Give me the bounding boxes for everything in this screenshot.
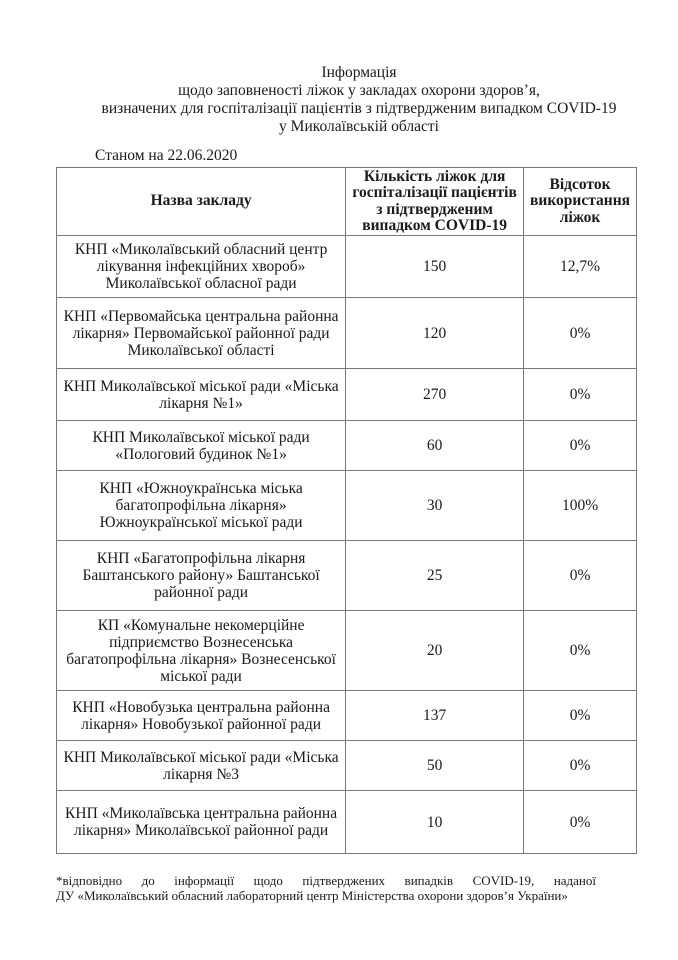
- usage-percent: 0%: [524, 741, 637, 791]
- usage-percent: 0%: [524, 369, 637, 421]
- facility-name: КНП «Миколаївський обласний центр лікування інфекційних хвороб» Миколаївської обласної ради: [57, 236, 346, 298]
- hospital-beds-table: [56, 167, 637, 854]
- bed-count: 60: [346, 421, 524, 471]
- facility-name: КНП «Южноукраїнська міська багатопрофільна лікарня» Южноукраїнської міської ради: [57, 471, 346, 541]
- table-row: [57, 236, 637, 298]
- table-row: [57, 298, 637, 369]
- facility-name: КНП Миколаївської міської ради «Пологовий будинок №1»: [57, 421, 346, 471]
- bed-count: 50: [346, 741, 524, 791]
- table-row: [57, 471, 637, 541]
- footnote-line-1: *відповідно до інформації щодо підтверджених випадків COVID-19, наданої: [56, 873, 596, 888]
- footnote-line-2: ДУ «Миколаївський обласний лабораторний центр Міністерства охорони здоров’я України»: [56, 888, 568, 903]
- facility-name: КНП «Новобузька центральна районна лікарня» Новобузької районної ради: [57, 691, 346, 741]
- table-row: [57, 421, 637, 471]
- usage-percent: 0%: [524, 421, 637, 471]
- facility-name: КНП Миколаївської міської ради «Міська лікарня №3: [57, 741, 346, 791]
- title-line-1: Інформація: [321, 64, 397, 81]
- as-of-date: Станом на 22.06.2020: [95, 147, 238, 164]
- facility-name: КНП «Первомайська центральна районна лікарня» Первомайської районної ради Миколаївської області: [57, 298, 346, 369]
- table-row: [57, 791, 637, 854]
- facility-name: КНП «Багатопрофільна лікарня Баштанського району» Баштанської районної ради: [57, 541, 346, 611]
- table-header-row: [57, 168, 637, 236]
- column-header-facility: Назва закладу: [57, 168, 346, 236]
- usage-percent: 0%: [524, 691, 637, 741]
- bed-count: 25: [346, 541, 524, 611]
- table-row: [57, 741, 637, 791]
- table-row: [57, 611, 637, 691]
- usage-percent: 12,7%: [524, 236, 637, 298]
- usage-percent: 0%: [524, 541, 637, 611]
- bed-count: 10: [346, 791, 524, 854]
- column-header-usage: Відсоток використання ліжок: [524, 168, 637, 236]
- table-row: [57, 541, 637, 611]
- facility-name: КНП Миколаївської міської ради «Міська лікарня №1»: [57, 369, 346, 421]
- usage-percent: 0%: [524, 298, 637, 369]
- usage-percent: 0%: [524, 611, 637, 691]
- usage-percent: 0%: [524, 791, 637, 854]
- bed-count: 150: [346, 236, 524, 298]
- title-line-3: визначених для госпіталізації пацієнтів з підтвердженим випадком COVID-19: [101, 100, 617, 117]
- bed-count: 20: [346, 611, 524, 691]
- bed-count: 30: [346, 471, 524, 541]
- column-header-beds: Кількість ліжок для госпіталізації пацієнтів з підтвердженим випадком COVID-19: [346, 168, 524, 236]
- title-line-2: щодо заповненості ліжок у закладах охорони здоров’я,: [178, 82, 540, 99]
- footnote: [56, 873, 596, 903]
- title-line-4: у Миколаївській області: [279, 118, 439, 135]
- table-row: [57, 691, 637, 741]
- table-row: [57, 369, 637, 421]
- bed-count: 270: [346, 369, 524, 421]
- bed-count: 137: [346, 691, 524, 741]
- facility-name: КНП «Миколаївська центральна районна лікарня» Миколаївської районної ради: [57, 791, 346, 854]
- facility-name: КП «Комунальне некомерційне підприємство Вознесенська багатопрофільна лікарня» Вознесенської міської ради: [57, 611, 346, 691]
- bed-count: 120: [346, 298, 524, 369]
- usage-percent: 100%: [524, 471, 637, 541]
- document-title: [0, 64, 678, 136]
